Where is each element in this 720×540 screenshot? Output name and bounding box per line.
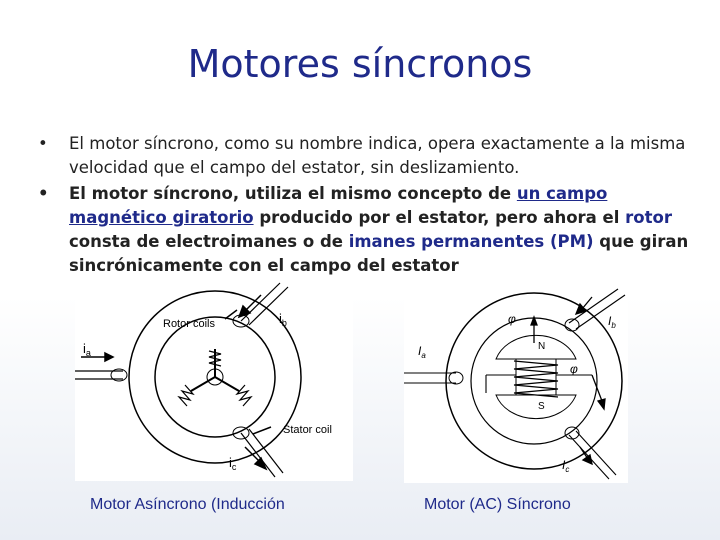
stator-coil-a — [449, 372, 463, 384]
caption-induction-motor: Motor Asíncrono (Inducción — [90, 496, 285, 513]
stator-coil-c — [565, 427, 579, 439]
slide-title: Motores síncronos — [187, 42, 533, 86]
rotor-pole-south — [496, 395, 576, 419]
bullet-text-1: El motor síncrono, como su nombre indica, opera exactamente a la misma velocidad que el campo del estator, sin deslizamiento. — [69, 134, 686, 177]
current-ia-label: $i_a$ — [83, 341, 91, 358]
bullet-item-2 — [38, 182, 698, 278]
pole-north-label: N — [538, 341, 546, 352]
synchronous-motor-diagram — [404, 283, 628, 483]
bullet-dot: • — [38, 184, 49, 203]
induction-motor-figure — [75, 281, 353, 481]
caption-synchronous-motor: Motor (AC) Síncrono — [424, 496, 571, 513]
rotor-coil-windings — [179, 349, 251, 406]
bullet-dot: • — [38, 134, 48, 153]
synchronous-motor-figure — [404, 283, 628, 483]
induction-motor-diagram — [75, 281, 353, 481]
pm-term: imanes permanentes (PM) — [348, 232, 594, 251]
bullet-text-2b: producido por el estator, pero ahora el — [253, 208, 626, 227]
rotor-coils-label: Rotor coils — [163, 318, 215, 330]
link-campo-magnetico[interactable]: un campo magnético giratorio — [69, 184, 608, 227]
current-ic-label: $I_c$ — [562, 458, 570, 474]
bullet-item-1 — [38, 132, 698, 180]
rotor-term: rotor — [625, 208, 672, 227]
stator-coil-label: Stator coil — [283, 424, 332, 436]
current-ib-label: $i_b$ — [279, 311, 287, 328]
current-ia-label: $I_a$ — [418, 344, 426, 360]
rotor-pole-north — [496, 335, 576, 359]
bullet-text-2a: El motor síncrono, utiliza el mismo concepto de — [69, 184, 517, 203]
bullet-text-2d: que giran sincrónicamente con el campo del estator — [69, 232, 689, 275]
pole-south-label: S — [538, 401, 545, 412]
bullet-text-2c: consta de electroimanes o de — [69, 232, 349, 251]
current-ic-label: $i_c$ — [229, 455, 237, 472]
flux-phi-side: φ — [570, 362, 578, 376]
bullet-list — [38, 132, 698, 278]
current-ib-label: $I_b$ — [608, 314, 616, 330]
flux-phi-top: φ — [508, 312, 516, 326]
